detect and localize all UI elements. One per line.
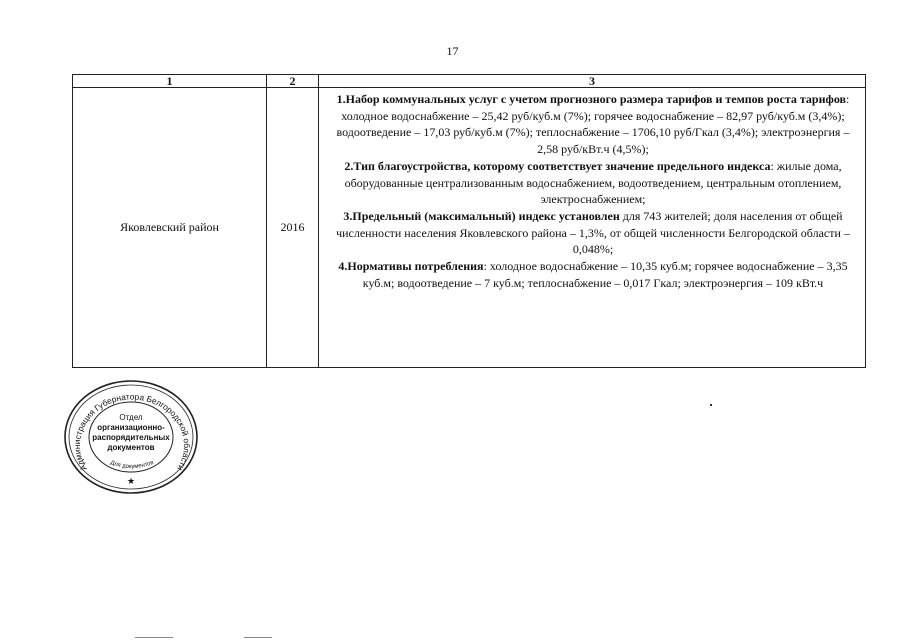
bottom-divider-left [135, 637, 173, 638]
description-cell [319, 88, 866, 368]
official-stamp [62, 378, 200, 496]
table-header-row [73, 75, 866, 88]
stamp-seal-icon [62, 378, 200, 496]
item-max-index: 3.Предельный (максимальный) индекс установлен для 743 жителей; доля населения от общей численности населения Яковлевского района – 1,3%, от общей численности Белгородской области – 0,048%; [336, 208, 850, 257]
column-header-3: 3 [319, 75, 866, 88]
stamp-line-4: документов [107, 443, 155, 452]
table-row [73, 88, 866, 368]
stamp-bottom-text: Для документов [109, 459, 155, 471]
stamp-line-3: распорядительных [92, 433, 170, 442]
stamp-line-2: организационно- [97, 423, 165, 432]
item-consumption-norms: 4.Нормативы потребления: холодное водоснабжение – 10,35 куб.м; горячее водоснабжение – 3,35 куб.м; водоотведение – 7 куб.м; теплоснабжение – 0,017 Гкал; электроэнергия – 109 кВт.ч [338, 259, 848, 290]
svg-text:Для документов [109, 460, 154, 470]
stray-mark [710, 404, 712, 406]
page-number: 17 [446, 44, 459, 58]
column-header-1: 1 [73, 75, 267, 88]
item-utility-services: 1.Набор коммунальных услуг с учетом прогнозного размера тарифов и темпов роста тарифов: холодное водоснабжение – 25,42 руб/куб.м (7%); горячее водоснабжение – 82,97 руб/куб.м (3,4%); водоотведение – 17,03 руб/куб.м (7%); теплоснабжение – 1706,10 руб/Гкал (3,4%); электроэнергия – 2,58 руб/кВт.ч (4,5%); [336, 92, 850, 157]
bottom-divider-right [244, 637, 272, 638]
info-table [72, 74, 866, 368]
year-cell: 2016 [267, 88, 319, 368]
stamp-line-1: Отдел [119, 413, 143, 422]
stamp-outer-text: Администрация Губернатора Белгородской области [71, 391, 193, 473]
stamp-star-icon: ★ [126, 477, 136, 487]
item-improvement-type: 2.Тип благоустройства, которому соответствует значение предельного индекса: жилые дома, оборудованные централизованным водоснабжением, водоотведением, центральным отоплением, электроснабжением; [344, 158, 842, 207]
district-cell: Яковлевский район [73, 88, 267, 368]
column-header-2: 2 [267, 75, 319, 88]
